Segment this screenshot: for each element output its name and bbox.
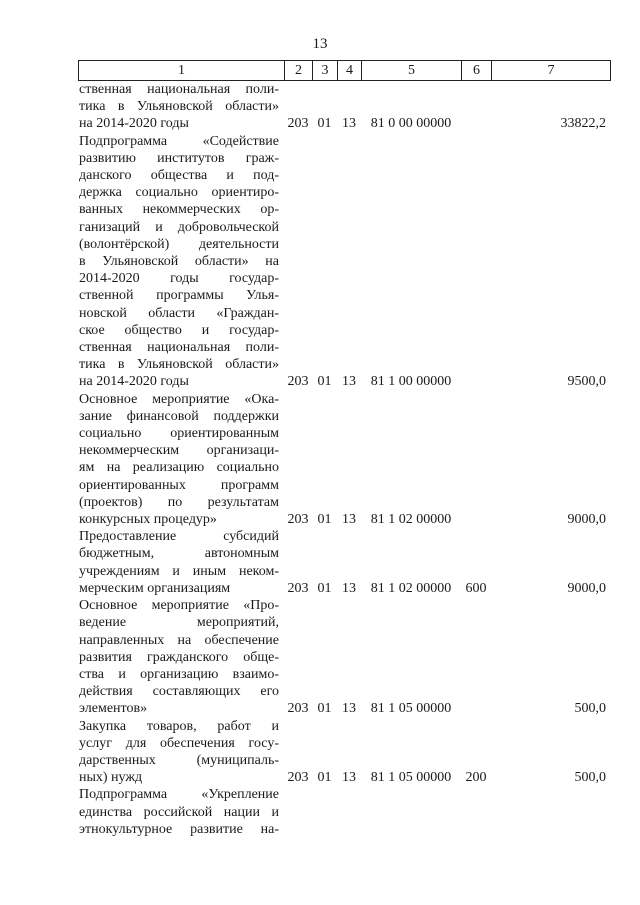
row-description [79,391,279,529]
description-line: услуг для обеспечения госу- [79,735,279,751]
table-row [0,81,640,133]
description-line: развития гражданского обще- [79,649,279,665]
row-description [79,718,279,787]
cell-c7: 9000,0 [567,512,606,528]
description-line: 2014-2020 годы государ- [79,271,279,287]
description-line: на 2014-2020 годы [79,116,189,132]
description-line: данского общества и под- [79,168,279,184]
row-description [79,81,279,133]
description-line: этнокультурное развитие на- [79,821,279,837]
cell-c5: 81 1 02 00000 [370,580,452,596]
description-line: социально ориентированным [79,426,279,442]
row-description [79,786,279,838]
header-col-7: 7 [491,61,611,80]
cell-c2: 203 [287,116,309,132]
description-line: ванных некоммерческих ор- [79,202,279,218]
description-line: развитию институтов граж- [79,150,279,166]
table-body [0,81,640,838]
description-line: зание финансовой поддержки [79,408,279,424]
cell-c4: 13 [342,580,356,596]
description-line: ориентированных программ [79,477,279,493]
description-line: (волонтёрской) деятельности [79,236,279,252]
row-description [79,528,279,597]
cell-c5: 81 1 05 00000 [370,701,452,717]
description-line: направленных на обеспечение [79,632,279,648]
cell-c3: 01 [317,770,332,786]
description-line: элементов» [79,701,148,717]
cell-c3: 01 [317,512,332,528]
description-line: держка социально ориентиро- [79,185,279,201]
description-line: (проектов) по результатам [79,494,279,510]
cell-c5: 81 1 00 00000 [370,374,452,390]
cell-c3: 01 [317,701,332,717]
description-line: Подпрограмма «Содействие [79,133,279,149]
table-row [0,133,640,391]
cell-c4: 13 [342,701,356,717]
description-line: бюджетным, автономным [79,546,279,562]
description-line: действия составляющих его [79,684,279,700]
description-line: ственной программы Улья- [79,288,279,304]
table-row [0,597,640,717]
description-line: единства российской нации и [79,804,279,820]
page-number: 13 [312,36,328,52]
cell-c5: 81 1 02 00000 [370,512,452,528]
header-col-3: 3 [312,61,337,80]
description-line: конкурсных процедур» [79,512,217,528]
description-line: дарственных (муниципаль- [79,752,279,768]
cell-c4: 13 [342,512,356,528]
description-line: ведение мероприятий, [79,615,279,631]
cell-c6: 600 [465,580,487,596]
cell-c4: 13 [342,770,356,786]
cell-c4: 13 [342,374,356,390]
cell-c7: 9500,0 [567,374,606,390]
cell-c7: 500,0 [574,770,606,786]
description-line: Закупка товаров, работ и [79,718,279,734]
cell-c7: 500,0 [574,701,606,717]
description-line: Основное мероприятие «Про- [79,598,279,614]
description-line: новской области «Граждан- [79,305,279,321]
cell-c3: 01 [317,116,332,132]
cell-c2: 203 [287,770,309,786]
description-line: тика в Ульяновской области» [79,357,279,373]
description-line: ственная национальная поли- [79,340,279,356]
table-row [0,391,640,529]
description-line: ям на реализацию социально [79,460,279,476]
description-line: Основное мероприятие «Ока- [79,391,279,407]
cell-c2: 203 [287,701,309,717]
header-col-5: 5 [361,61,461,80]
cell-c4: 13 [342,116,356,132]
header-col-4: 4 [337,61,361,80]
description-line: ганизаций и добровольческой [79,219,279,235]
description-line: в Ульяновской области» на [79,254,279,270]
header-col-6: 6 [461,61,491,80]
cell-c5: 81 0 00 00000 [370,116,452,132]
description-line: ственная национальная поли- [79,82,279,97]
row-description [79,133,279,391]
table-row [0,528,640,597]
table-row [0,718,640,787]
description-line: мерческим организациям [79,580,231,596]
cell-c2: 203 [287,512,309,528]
cell-c3: 01 [317,580,332,596]
description-line: учреждениям и иным неком- [79,563,279,579]
table-header [78,60,611,81]
description-line: ства и организацию взаимо- [79,666,279,682]
cell-c7: 9000,0 [567,580,606,596]
header-col-1: 1 [78,61,284,80]
cell-c2: 203 [287,580,309,596]
cell-c7: 33822,2 [560,116,606,132]
cell-c5: 81 1 05 00000 [370,770,452,786]
description-line: Подпрограмма «Укрепление [79,787,279,803]
row-description [79,597,279,717]
cell-c6: 200 [465,770,487,786]
description-line: ных) нужд [79,770,143,786]
table-row [0,786,640,838]
description-line: на 2014-2020 годы [79,374,189,390]
description-line: некоммерческим организаци- [79,443,279,459]
cell-c3: 01 [317,374,332,390]
description-line: тика в Ульяновской области» [79,99,279,115]
description-line: ское общество и государ- [79,322,279,338]
header-col-2: 2 [284,61,312,80]
description-line: Предоставление субсидий [79,529,279,545]
cell-c2: 203 [287,374,309,390]
